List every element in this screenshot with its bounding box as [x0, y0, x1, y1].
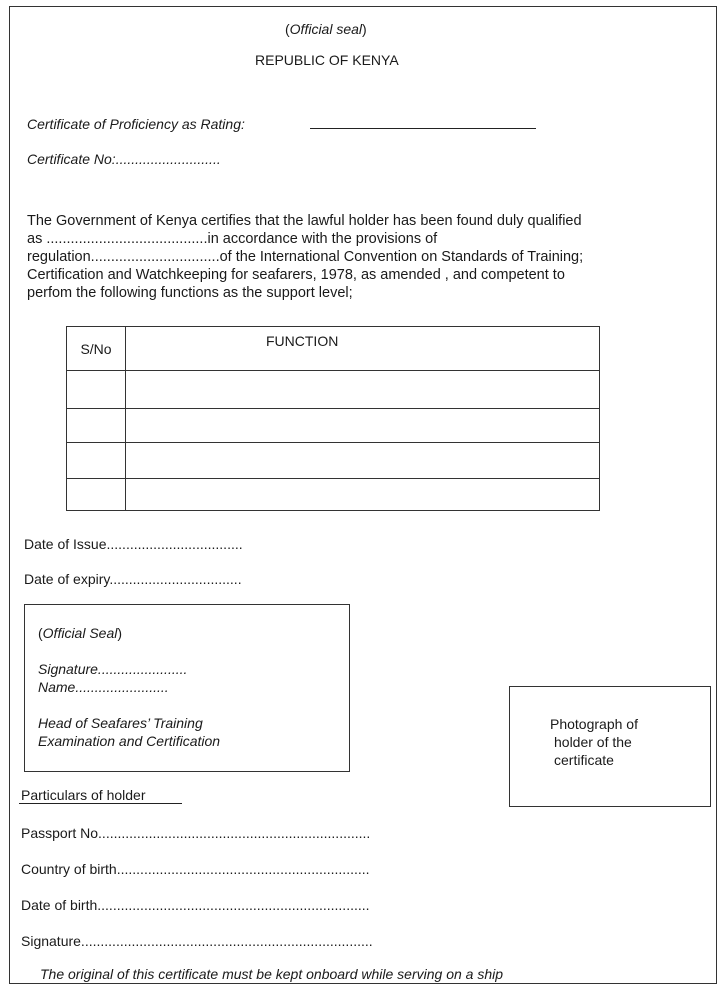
particulars-heading: Particulars of holder: [21, 787, 146, 803]
holder-signature-field: Signature...........................................................................: [21, 933, 373, 949]
rating-label: Certificate of Proficiency as Rating:: [27, 116, 245, 132]
paragraph-line: as ........................................in accordance with the provisions of: [27, 231, 438, 247]
sno-cell: [67, 409, 126, 443]
date-of-issue: Date of Issue...................................: [24, 536, 243, 552]
name-field: Name........................: [38, 679, 169, 695]
date-of-expiry: Date of expiry..................................: [24, 571, 242, 587]
certificate-number-label: Certificate No:...........................: [27, 151, 221, 167]
sno-column-header: S/No: [67, 327, 126, 371]
particulars-underline: [19, 803, 182, 804]
official-seal-box: [24, 604, 350, 772]
table-row: [67, 479, 600, 511]
table-row: [67, 409, 600, 443]
paragraph-line: The Government of Kenya certifies that the lawful holder has been found duly qualified: [27, 213, 582, 229]
photograph-caption: Photograph of holder of the certificate: [550, 716, 638, 768]
sno-cell: [67, 443, 126, 479]
republic-heading: REPUBLIC OF KENYA: [255, 52, 399, 68]
official-seal-heading: (Official seal): [285, 21, 367, 37]
footer-note: The original of this certificate must be kept onboard while serving on a ship: [40, 966, 504, 982]
issuer-title-line: Examination and Certification: [38, 733, 221, 749]
passport-number-field: Passport No......................................................................: [21, 825, 371, 841]
sno-cell: [67, 371, 126, 409]
function-cell: [126, 371, 600, 409]
function-cell: [126, 409, 600, 443]
sno-cell: [67, 479, 126, 511]
function-column-header: FUNCTION: [126, 327, 600, 371]
function-cell: [126, 479, 600, 511]
official-seal-label: (Official Seal): [38, 625, 123, 641]
paragraph-line: regulation................................of the International Convention on Standards of Training;: [27, 249, 584, 265]
country-of-birth-field: Country of birth.................................................................: [21, 861, 370, 877]
photograph-box: [509, 686, 711, 807]
table-row: [67, 371, 600, 409]
signature-field: Signature.......................: [38, 661, 188, 677]
table-row: [67, 443, 600, 479]
function-table: [66, 326, 600, 511]
function-cell: [126, 443, 600, 479]
paragraph-line: Certification and Watchkeeping for seafarers, 1978, as amended , and competent to: [27, 267, 565, 283]
date-of-birth-field: Date of birth......................................................................: [21, 897, 370, 913]
paragraph-line: perfom the following functions as the support level;: [27, 285, 353, 301]
issuer-title-line: Head of Seafares’ Training: [38, 715, 203, 731]
certification-paragraph: [27, 212, 667, 302]
rating-blank-line: [310, 128, 536, 129]
